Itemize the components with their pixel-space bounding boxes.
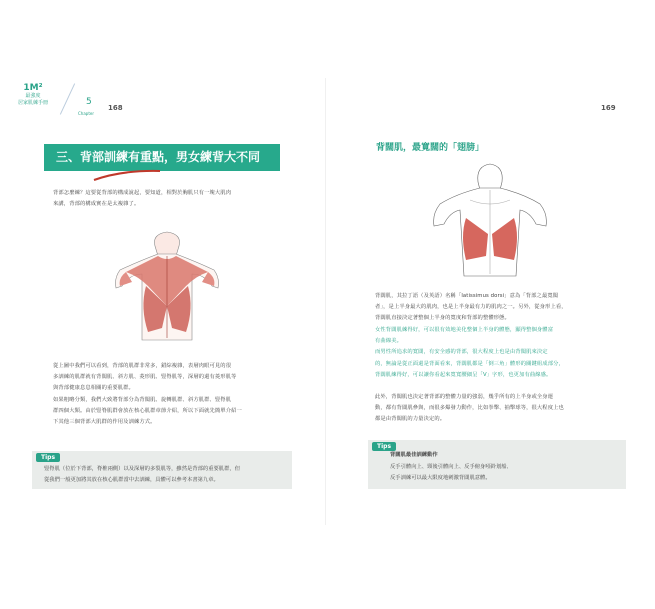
text-line: 反手引體向上、頸後引體向上、反手俯身啞鈴划船、 <box>390 464 512 470</box>
text-line: 都是由背闊肌的力量決定的。 <box>375 416 446 423</box>
text-line: 群四個大類。由於豎脊肌群會放在核心肌群章節介紹，所以下面就先簡單介紹一 <box>53 407 242 414</box>
book-logo <box>14 83 52 107</box>
text-line: 來講，背部的構成實在是太複雜了。 <box>53 201 140 208</box>
tips-text <box>390 462 622 484</box>
text-line: 的，無論是從正面還是背面看來，背闊肌都是「倒三角」體形的關鍵組成部分， <box>375 360 564 367</box>
page-number-left: 168 <box>108 104 123 112</box>
text-line: 而男性所追求的寬闊，有安全感的背部，很大程度上也是由背闊肌來決定 <box>375 349 548 356</box>
logo-mark: 1M² <box>23 83 43 93</box>
book-gutter <box>325 78 326 525</box>
right-tips-box <box>368 440 626 489</box>
text-line: 背闊肌，其拉丁語（及英語）名稱「latissimus dorsi」意為「背部之最寬闊 <box>375 293 559 299</box>
text-line: 此外，背闊肌也決定著背部的整體力量的強弱，幾乎所有的上半身或全身運 <box>375 394 554 400</box>
text-line: 背闊肌直接決定著整個上半身的寬度和背部的整體形態。 <box>375 315 510 322</box>
text-line: 多訓練的肌群就有背闊肌、斜方肌、菱形肌、豎脊肌等，深層的還有菱形肌等 <box>53 374 237 381</box>
right-highlight <box>375 325 627 381</box>
right-body-2 <box>375 392 627 426</box>
section-title-banner <box>44 144 280 171</box>
logo-line-2: 居家肌練手冊 <box>17 100 48 106</box>
right-section-title: 背闊肌，最寬闊的「翅膀」 <box>376 143 485 153</box>
text-line: 從我們一般更加將其放在核心肌群當中去訓練，具體可以參考本書第九章。 <box>44 477 219 483</box>
chapter-number: 5 <box>86 97 92 107</box>
tips-heading: 背闊肌最佳訓練動作 <box>390 452 438 458</box>
tips-label: Tips <box>372 442 396 451</box>
left-body <box>53 361 315 428</box>
latissimus-illustration <box>430 160 550 280</box>
text-line: 動，都有背闊肌參與，而很多爆發力動作，比如拳擊、抽擊球等，很大程度上也 <box>375 405 564 412</box>
banner-swoosh <box>92 168 162 182</box>
text-line: 反手訓練可以最大限度地刺激背闊肌意體。 <box>390 475 491 481</box>
tips-text <box>44 464 290 486</box>
tips-label: Tips <box>36 453 60 462</box>
text-line: 豎脊肌（位於下背部，脊椎兩側）以及深層的多裂肌等，雖然是背部的重要肌群，但 <box>44 466 240 472</box>
logo-line-1: 最強度 <box>25 93 41 99</box>
text-line: 如果粗略分類，我們大致將背部分為背闊肌、旋轉肌群、斜方肌群、豎脊肌 <box>53 396 232 403</box>
left-tips-box <box>32 451 292 489</box>
text-line: 下其他三個背部大肌群的作用及訓練方式。 <box>53 419 156 426</box>
left-intro <box>53 188 313 210</box>
back-muscles-illustration <box>112 228 222 343</box>
page-number-right: 169 <box>601 104 616 112</box>
chapter-label: Chapter <box>78 111 94 116</box>
text-line: 從上圖中我們可以看到，背部的肌群非常多，錯綜複雜，表層肉眼可見的很 <box>53 363 232 369</box>
text-line: 者」，是上半身最大的肌肉，也是上半身最有力的肌肉之一。另外，從身形上看， <box>375 304 567 311</box>
section-title: 三、背部訓練有重點，男女練背大不同 <box>56 150 261 164</box>
text-line: 有曲線美。 <box>375 338 402 345</box>
text-line: 背闊肌練得好，可以讓你看起來寬寬腰細呈「V」字形，也更加有曲線感。 <box>375 371 552 378</box>
text-line: 女性背闊肌練得好，可以很有效地美化整個上半身的體態，顯得整個身體富 <box>375 327 554 333</box>
right-body <box>375 291 627 325</box>
text-line: 與背部健康息息相關的重要肌群。 <box>53 385 134 392</box>
text-line: 背部怎麼練？這要從背部的構成說起，要知道，相對於胸肌只有一塊大肌肉 <box>53 190 232 196</box>
